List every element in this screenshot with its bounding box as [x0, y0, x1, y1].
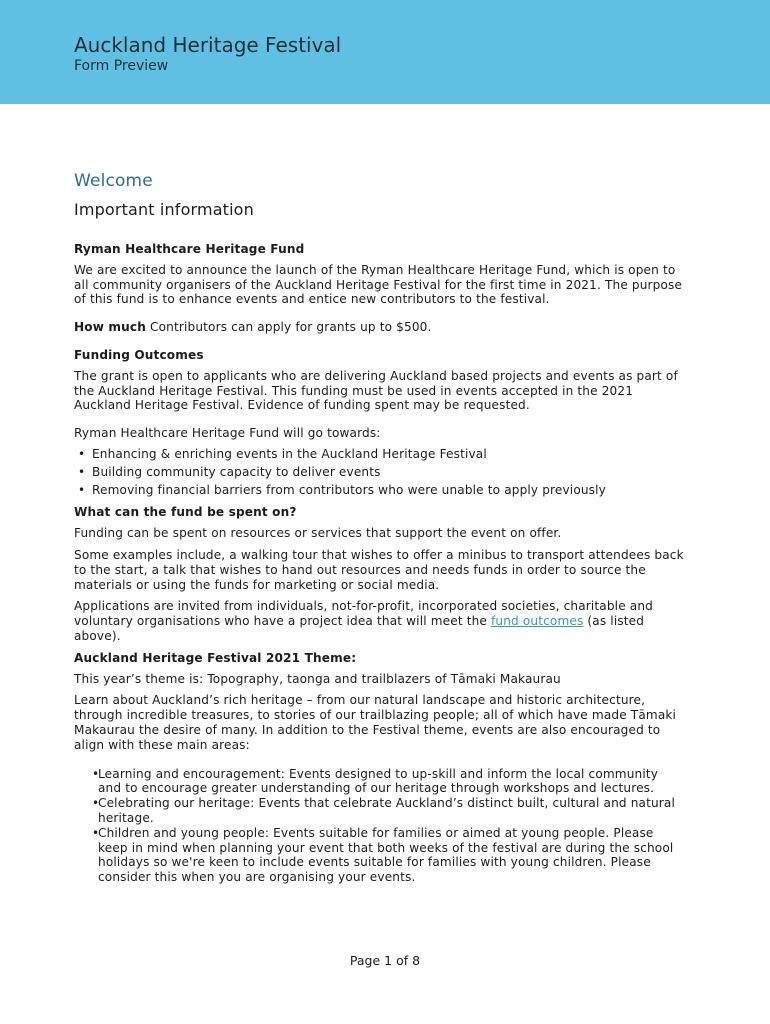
spent-p3	[74, 599, 684, 643]
outcomes-towards: Ryman Healthcare Heritage Fund will go towards:	[74, 426, 381, 441]
outcomes-list	[74, 447, 684, 497]
fund-intro: We are excited to announce the launch of the Ryman Healthcare Heritage Fund, which is open to all community organisers of the Auckland Heritage Festival for the first time in 2021. The purpose of this fund is to enhance events and entice new contributors to the festival.	[74, 262, 683, 307]
header-title: Auckland Heritage Festival	[74, 33, 342, 57]
important-heading: Important information	[74, 200, 254, 219]
how-much-text: Contributors can apply for grants up to $500.	[146, 320, 432, 335]
spent-p2: Some examples include, a walking tour that wishes to offer a minibus to transport attendees back to the start, a talk that wishes to hand out resources and needs funds in order to source the materials or using the funds for marketing or social media.	[74, 547, 684, 592]
outcomes-text: The grant is open to applicants who are delivering Auckland based projects and events as part of the Auckland Heritage Festival. This funding must be used in events accepted in the 2021 Auckland Heritage Festival. Evidence of funding spent may be requested.	[74, 368, 678, 413]
spent-p3-after: (as listed above).	[74, 614, 645, 643]
page-header	[0, 0, 770, 104]
list-item: • Removing financial barriers from contributors who were unable to apply previously	[74, 483, 684, 498]
list-item: • Learning and encouragement: Events designed to up-skill and inform the local community and to encourage greater understanding of our heritage through workshops and lectures.	[74, 767, 684, 797]
spent-p1: Funding can be spent on resources or services that support the event on offer.	[74, 526, 562, 541]
list-item: • Building community capacity to deliver events	[74, 465, 684, 480]
list-item: • Enhancing & enriching events in the Auckland Heritage Festival	[74, 447, 684, 462]
theme-heading: Auckland Heritage Festival 2021 Theme:	[74, 650, 357, 665]
theme-learn: Learn about Auckland’s rich heritage – from our natural landscape and historic architecture, through incredible treasures, to stories of our trailblazing people; all of which have made Tāmaki Makaurau the desire of many. In addition to the Festival theme, events are also encouraged to align with these main areas:	[74, 693, 677, 752]
spent-p3-before: Applications are invited from individuals, not-for-profit, incorporated societies, charitable and voluntary organisations who have a project idea that will meet the	[74, 599, 653, 629]
theme-line: This year’s theme is: Topography, taonga and trailblazers of Tāmaki Makaurau	[74, 671, 561, 686]
fund-outcomes-link[interactable]: fund outcomes	[491, 614, 584, 629]
list-item: • Children and young people: Events suitable for families or aimed at young people. Please keep in mind when planning your event that both weeks of the festival are during the school holidays so we're keen to include events suitable for families with young children. Please consider this when you are organising your events.	[74, 826, 684, 885]
how-much-label: How much	[74, 320, 147, 335]
list-item: • Celebrating our heritage: Events that celebrate Auckland’s distinct built, cultural and natural heritage.	[74, 796, 684, 826]
welcome-heading: Welcome	[74, 171, 153, 191]
page-number: Page 1 of 8	[349, 953, 421, 968]
header-subtitle: Form Preview	[74, 58, 169, 74]
theme-areas-list	[74, 767, 684, 885]
how-much	[74, 320, 684, 335]
form-content	[74, 170, 684, 893]
outcomes-heading: Funding Outcomes	[74, 347, 204, 362]
spent-heading: What can the fund be spent on?	[74, 505, 297, 520]
fund-heading: Ryman Healthcare Heritage Fund	[74, 242, 305, 256]
